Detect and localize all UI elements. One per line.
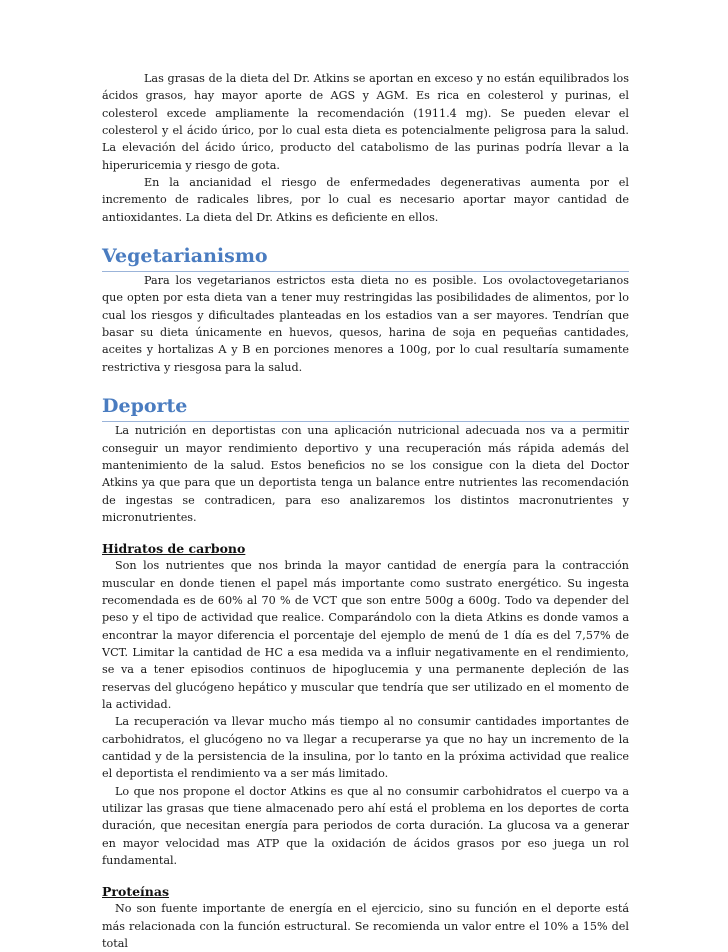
intro-paragraph-2: En la ancianidad el riesgo de enfermedades degenerativas aumenta por el incremento de radicales libres, por lo cual es necesario aportar mayor cantidad de antioxidantes. La dieta del Dr. Atkins es deficiente en ellos. <box>102 176 629 224</box>
vegetarianismo-paragraph: Para los vegetarianos estrictos esta dieta no es posible. Los ovolactovegetarianos que opten por esta dieta van a tener muy restringidas las posibilidades de alimentos, por lo cual los riesgos y dificultades planteadas en los estadios van a ser mayores. Tendrían que basar su dieta únicamente en huevos, quesos, harina de soja en pequeñas cantidades, aceites y hortalizas A y B en porciones menores a 100g, por lo cual resultaría sumamente restrictiva y riesgosa para la salud. <box>102 274 629 374</box>
heading-hidratos: Hidratos de carbono <box>102 541 246 557</box>
document-page <box>102 70 629 952</box>
proteinas-paragraph: No son fuente importante de energía en el ejercicio, sino su función en el deporte está más relacionada con la función estructural. Se recomienda un valor entre el 10% a 15% del total <box>102 902 629 951</box>
heading-deporte: Deporte <box>102 394 629 422</box>
intro-paragraph-1: Las grasas de la dieta del Dr. Atkins se aportan en exceso y no están equilibrados los ácidos grasos, hay mayor aporte de AGS y AGM. Es rica en colesterol y purinas, el colesterol excede ampliamente la recomendación (1911.4 mg). Se pueden elevar el colesterol y el ácido úrico, por lo cual esta dieta es potencialmente peligrosa para la salud. La elevación del ácido úrico, producto del catabolismo de las purinas podría llevar a la hiperuricemia y riesgo de gota. <box>102 72 629 172</box>
heading-vegetarianismo: Vegetarianismo <box>102 244 629 272</box>
hidratos-paragraph-3: Lo que nos propone el doctor Atkins es que al no consumir carbohidratos el cuerpo va a utilizar las grasas que tiene almacenado pero ahí está el problema en los deportes de corta duración, que necesitan energía para periodos de corta duración. La glucosa va a generar en mayor velocidad mas ATP que la oxidación de ácidos grasos por eso juega un rol fundamental. <box>102 784 629 868</box>
hidratos-paragraph-2: La recuperación va llevar mucho más tiempo al no consumir cantidades importantes de carbohidratos, el glucógeno no va llegar a recuperarse ya que no hay un incremento de la cantidad y de la persistencia de la insulina, por lo tanto en la próxima actividad que realice el deportista el rendimiento va a ser más limitado. <box>102 715 629 781</box>
deporte-paragraph: La nutrición en deportistas con una aplicación nutricional adecuada nos va a permitir conseguir un mayor rendimiento deportivo y una recuperación más rápida además del mantenimiento de la salud. Estos beneficios no se los consigue con la dieta del Doctor Atkins ya que para que un deportista tenga un balance entre nutrientes las recomendación de ingestas se contradicen, para eso analizaremos los distintos macronutrientes y micronutrientes. <box>102 424 629 524</box>
heading-proteinas: Proteínas <box>102 884 170 900</box>
hidratos-paragraph-1: Son los nutrientes que nos brinda la mayor cantidad de energía para la contracción muscular en donde tienen el papel más importante como sustrato energético. Su ingesta recomendada es de 60% al 70 % de VCT que son entre 500g a 600g. Todo va depender del peso y el tipo de actividad que realice. Comparándolo con la dieta Atkins es donde vamos a encontrar la mayor diferencia el porcentaje del ejemplo de menú de 1 día es del 7,57% de VCT. Limitar la cantidad de HC a esa medida va a influir negativamente en el rendimiento, se va a tener episodios continuos de hipoglucemia y una permanente depleción de las reservas del glucógeno hepático y muscular que tendría que ser utilizado en el momento de la actividad. <box>102 559 629 711</box>
